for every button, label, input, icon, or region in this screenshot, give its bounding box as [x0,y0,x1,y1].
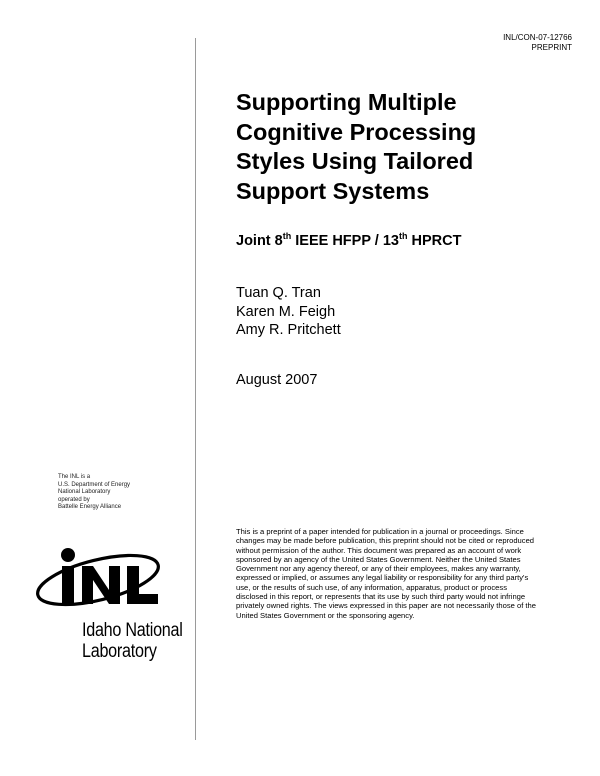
title-line: Styles Using Tailored [236,148,474,174]
inl-logo-mark-icon [30,536,180,626]
vertical-divider [195,38,196,740]
operator-line: operated by [58,496,90,503]
lab-name [82,620,183,662]
publication-date: August 2007 [236,372,318,388]
lab-name-line: Laboratory [82,641,157,662]
title-line: Cognitive Processing [236,118,477,145]
report-identifier [503,33,572,53]
report-number: INL/CON-07-12766 [503,33,572,42]
operator-line: The INL is a [58,474,91,480]
disclaimer-text: This is a preprint of a paper intended for publication in a journal or proceedings. Since changes may be made before publication, this preprint should not be cited or reproduced without permission of the author. This document was prepared as an account of work sponsored by an agency of the United States Government. Neither the United States Government nor any agency thereof, or any of their employees, makes any warranty, expressed or implied, or assumes any legal liability or responsibility for any third party's use, or the results of such use, of any information, apparatus, product or process disclosed in this report, or represents that its use by such third party would not infringe privately owned rights. The views expressed in this paper are not necessarily those of the United States Government or the sponsoring agency. [236,527,536,620]
author-name: Amy R. Pritchett [236,322,341,338]
report-type: PREPRINT [531,43,572,52]
inl-logo [30,536,183,686]
operator-line: U.S. Department of Energy [58,481,131,488]
operator-line: National Laboratory [58,489,111,496]
operator-statement [58,474,130,512]
conference-name: Joint 8th IEEE HFPP / 13th HPRCT [236,231,462,249]
author-name: Tuan Q. Tran [236,285,321,301]
operator-line: Battelle Energy Alliance [58,504,122,511]
document-title [236,88,556,206]
author-list [236,284,341,340]
title-line: Support Systems [236,177,430,204]
lab-name-line: Idaho National [82,620,183,641]
title-line: Supporting Multiple [236,89,457,115]
author-name: Karen M. Feigh [236,303,336,320]
